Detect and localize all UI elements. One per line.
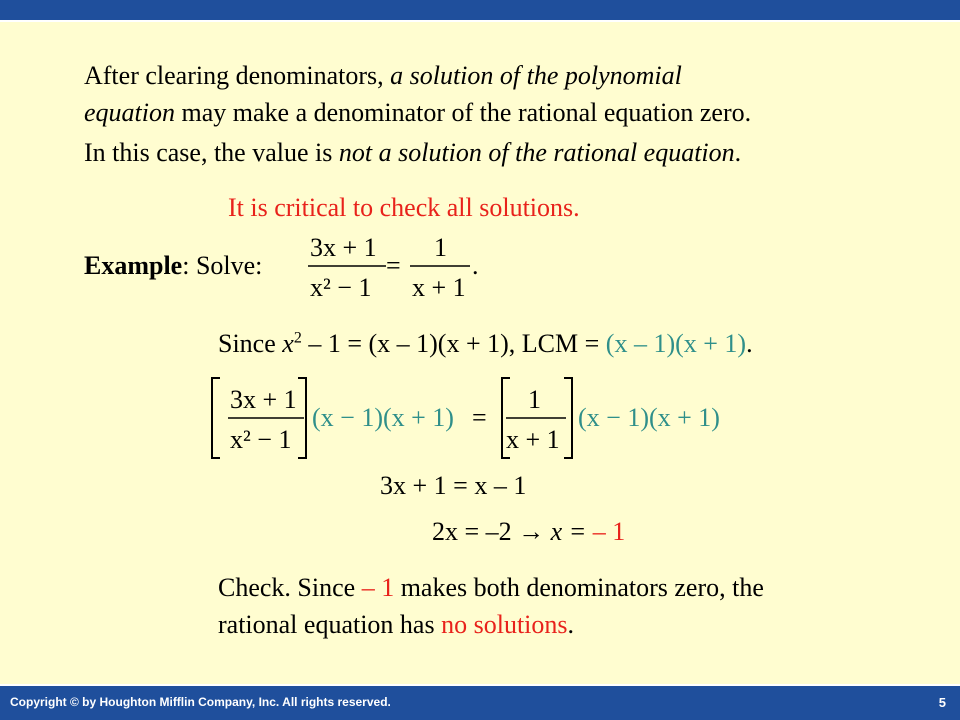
page-number: 5 [938,695,946,710]
lcm-label: LCM = [521,329,600,358]
example-rhs-denominator: x + 1 [412,273,466,302]
check-line1-b: makes both denominators zero, the [400,573,764,602]
example-label: Example [84,251,183,280]
check-line1-a: Check. Since [218,573,356,602]
intro-line-3 [84,137,741,169]
since-line [218,328,753,360]
mult-lhs-denominator: x² − 1 [230,425,292,454]
example-rhs-numerator: 1 [434,233,447,262]
top-bar [0,0,960,20]
check-line1-value: – 1 [361,573,395,602]
example-lhs-numerator: 3x + 1 [310,233,377,262]
check-line2-end: . [567,610,575,639]
step-1: 3x + 1 = x – 1 [380,471,527,500]
example-label-row [84,250,262,282]
copyright-text: Copyright © by Houghton Mifflin Company, Inc. All rights reserved. [10,695,391,709]
multiplied-equation [206,374,746,464]
lcm-value: (x – 1)(x + 1) [605,329,747,358]
example-solve: : Solve: [182,251,263,280]
mult-rhs-denominator: x + 1 [506,425,560,454]
example-equation [300,228,500,302]
since-exponent: 2 [293,329,302,347]
top-bar-rule [0,20,960,22]
intro-line1-normal: After clearing denominators, [84,61,384,90]
footer-bar [0,686,960,720]
critical-note: It is critical to check all solutions. [228,193,580,222]
step2-x-eq: x = [550,517,587,546]
intro-line-1 [84,60,682,92]
arrow-icon: → [518,517,545,546]
mult-rhs-factor: (x − 1)(x + 1) [578,403,720,432]
check-line2-red: no solutions [441,610,568,639]
intro-line-2 [84,97,751,129]
intro-line1-italic: a solution of the polynomial [390,61,682,90]
intro-line2-normal: may make a denominator of the rational equation zero. [181,98,752,127]
since-period: . [746,329,753,358]
check-line-2 [218,609,574,641]
left-bracket-open [212,378,220,458]
example-period: . [472,251,479,280]
intro-line3-normal: In this case, the value is [84,138,333,167]
mult-rhs-numerator: 1 [528,385,541,414]
since-x: x [282,329,294,358]
mult-equals: = [472,403,487,432]
check-line-1 [218,572,764,604]
mult-lhs-factor: (x − 1)(x + 1) [312,403,454,432]
step-2 [432,516,625,548]
example-lhs-denominator: x² − 1 [310,273,372,302]
intro-line3-end: . [734,138,742,167]
example-equals: = [386,251,401,280]
intro-line2-italic: equation [84,98,175,127]
since-prefix: Since [218,329,276,358]
step2-left: 2x = –2 [432,517,512,546]
check-line2-a: rational equation has [218,610,435,639]
step2-value: – 1 [592,517,626,546]
intro-line3-italic: not a solution of the rational equation [338,138,735,167]
since-middle: – 1 = (x – 1)(x + 1), [308,329,516,358]
mult-lhs-numerator: 3x + 1 [230,385,297,414]
